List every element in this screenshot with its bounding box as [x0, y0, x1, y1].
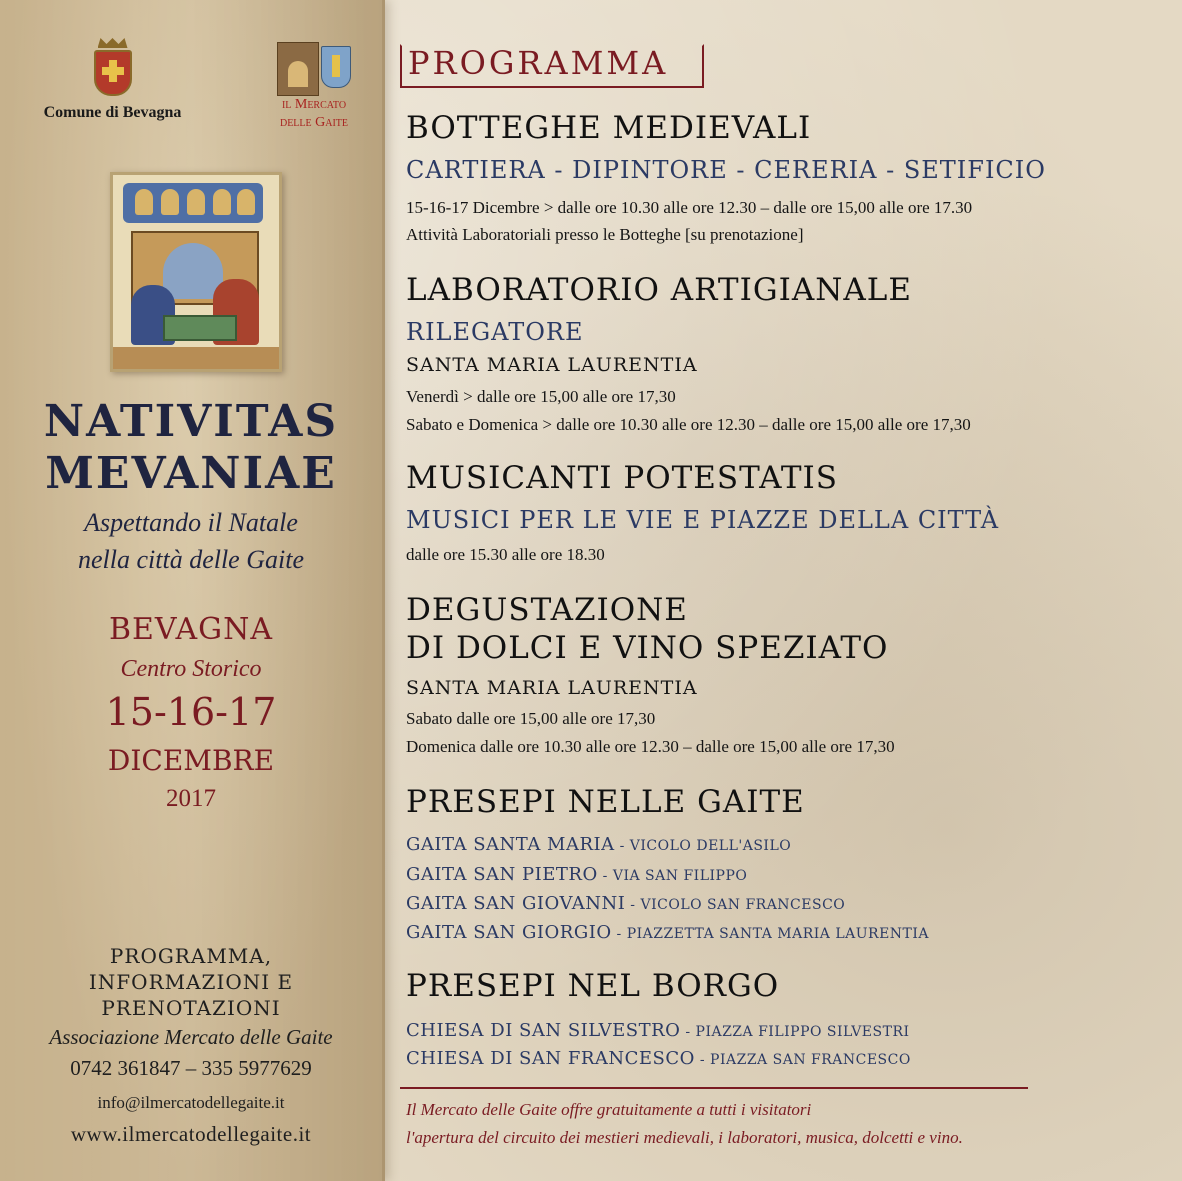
section-degustazione-line2: Domenica dalle ore 10.30 alle ore 12.30 – dalle ore 15,00 alle ore 17,30 — [406, 737, 895, 756]
nativity-miniature-image — [110, 172, 282, 372]
section-laboratorio-line1: Venerdì > dalle ore 15,00 alle ore 17,30 — [406, 387, 676, 406]
footer-note-line2: l'apertura del circuito dei mestieri medievali, i laboratori, musica, dolcetti e vino. — [406, 1128, 963, 1147]
comune-logo — [30, 38, 195, 122]
comune-label: Comune di Bevagna — [43, 104, 182, 121]
church-name: CHIESA DI SAN SILVESTRO — [406, 1020, 681, 1041]
phone-numbers: 0742 361847 – 335 5977629 — [70, 1056, 312, 1080]
event-dates: 15-16-17 — [105, 690, 277, 734]
section-laboratorio-line2: Sabato e Domenica > dalle ore 10.30 alle ore 12.30 – dalle ore 15,00 alle ore 17,30 — [406, 415, 971, 434]
event-subtitle-line1: Aspettando il Natale — [84, 508, 298, 537]
section-laboratorio-title: LABORATORIO ARTIGIANALE — [406, 272, 912, 308]
email-address[interactable]: info@ilmercatodellegaite.it — [97, 1093, 285, 1112]
gaita-name: GAITA SAN PIETRO — [406, 864, 598, 885]
church-place: - PIAZZA SAN FRANCESCO — [694, 1052, 911, 1068]
section-presepi-gaite-title: PRESEPI NELLE GAITE — [406, 784, 805, 820]
list-item — [406, 834, 791, 855]
programma-heading: PROGRAMMA — [408, 44, 669, 82]
section-botteghe-title: BOTTEGHE MEDIEVALI — [406, 110, 812, 146]
contact-heading-line2: INFORMAZIONI E — [88, 970, 294, 994]
section-degustazione-title-line1: DEGUSTAZIONE — [406, 592, 688, 628]
gaita-place: - VICOLO SAN FRANCESCO — [625, 897, 846, 913]
contact-heading-line1: PROGRAMMA, — [109, 944, 273, 968]
mercato-label-1: il Mercato — [281, 97, 347, 112]
gaita-name: GAITA SANTA MARIA — [406, 834, 615, 855]
association-name: Associazione Mercato delle Gaite — [49, 1025, 333, 1049]
gaita-place: - PIAZZETTA SANTA MARIA LAURENTIA — [611, 926, 930, 942]
mercato-logo — [264, 42, 364, 130]
gaita-name: GAITA SAN GIOVANNI — [406, 893, 626, 914]
section-degustazione-location: SANTA MARIA LAURENTIA — [406, 677, 698, 699]
church-name: CHIESA DI SAN FRANCESCO — [406, 1048, 695, 1069]
gaita-name: GAITA SAN GIORGIO — [406, 922, 612, 943]
section-degustazione-title-line2: DI DOLCI E VINO SPEZIATO — [406, 630, 889, 666]
section-musicanti-line1: dalle ore 15.30 alle ore 18.30 — [406, 545, 605, 564]
event-title-line1: NATIVITAS — [43, 396, 339, 447]
footer-divider — [400, 1087, 1028, 1089]
list-item — [406, 1020, 910, 1041]
section-laboratorio-location: SANTA MARIA LAURENTIA — [406, 354, 698, 376]
left-panel — [0, 0, 385, 1181]
list-item — [406, 922, 929, 943]
event-month: DICEMBRE — [107, 744, 275, 777]
section-presepi-borgo-title: PRESEPI NEL BORGO — [406, 968, 780, 1004]
section-botteghe-subtitle: CARTIERA - DIPINTORE - CERERIA - SETIFICIO — [406, 156, 1046, 184]
section-laboratorio-subtitle: RILEGATORE — [406, 318, 584, 346]
church-place: - PIAZZA FILIPPO SILVESTRI — [680, 1024, 910, 1040]
section-botteghe-line1: 15-16-17 Dicembre > dalle ore 10.30 alle ore 12.30 – dalle ore 15,00 alle ore 17.30 — [406, 198, 973, 217]
section-musicanti-title: MUSICANTI POTESTATIS — [406, 460, 839, 496]
event-subtitle-line2: nella città delle Gaite — [78, 545, 304, 574]
section-botteghe-line2: Attività Laboratoriali presso le Botteghe [su prenotazione] — [406, 225, 804, 244]
gaita-place: - VIA SAN FILIPPO — [597, 868, 748, 884]
list-item — [406, 893, 845, 914]
bevagna-crest-icon — [94, 38, 132, 92]
footer-note-line1: Il Mercato delle Gaite offre gratuitamente a tutti i visitatori — [406, 1100, 812, 1119]
event-title-line2: MEVANIAE — [45, 448, 337, 499]
mercato-label-2: delle Gaite — [279, 115, 349, 130]
gaita-place: - VICOLO DELL'ASILO — [614, 838, 792, 854]
list-item — [406, 864, 747, 885]
event-year: 2017 — [166, 785, 216, 812]
mercato-emblem-icon — [277, 42, 351, 94]
contact-heading-line3: PRENOTAZIONI — [101, 996, 281, 1020]
section-musicanti-subtitle: MUSICI PER LE VIE E PIAZZE DELLA CITTÀ — [406, 506, 1000, 534]
event-area: Centro Storico — [120, 656, 262, 682]
list-item — [406, 1048, 911, 1069]
website-link[interactable]: www.ilmercatodellegaite.it — [70, 1122, 312, 1146]
section-degustazione-line1: Sabato dalle ore 15,00 alle ore 17,30 — [406, 709, 656, 728]
event-place: BEVAGNA — [108, 612, 274, 647]
